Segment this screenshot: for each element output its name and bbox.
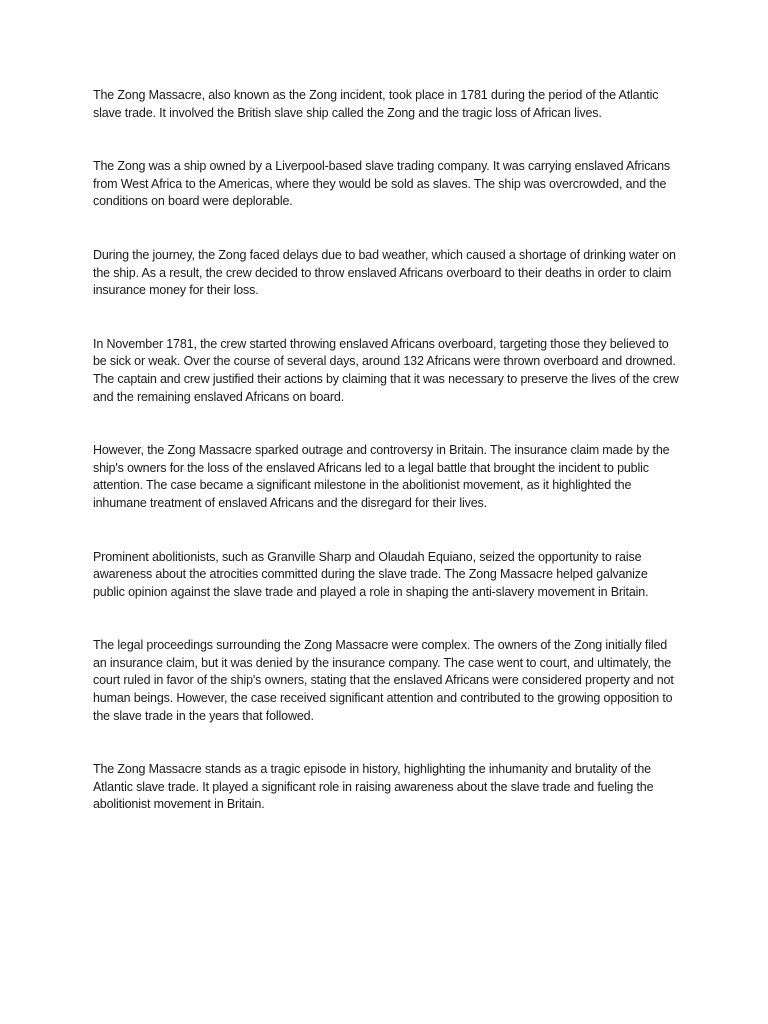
paragraph-ship: The Zong was a ship owned by a Liverpool-based slave trading company. It was carrying enslaved Africans from West Africa to the Americas, where they would be sold as slaves. The ship was overcrowded, and the conditions on board were deplorable. [93, 159, 670, 209]
paragraph-outrage: However, the Zong Massacre sparked outrage and controversy in Britain. The insurance claim made by the ship's owners for the loss of the enslaved Africans led to a legal battle that brought the incident to public attention. The case became a significant milestone in the abolitionist movement, as it highlighted the inhumane treatment of enslaved Africans and the disregard for their lives. [93, 443, 670, 510]
document-body [93, 87, 681, 850]
paragraph-journey: During the journey, the Zong faced delays due to bad weather, which caused a shortage of drinking water on the ship. As a result, the crew decided to throw enslaved Africans overboard to their deaths in order to claim insurance money for their loss. [93, 247, 676, 298]
paragraph-conclusion: The Zong Massacre stands as a tragic episode in history, highlighting the inhumanity and brutality of the Atlantic slave trade. It played a significant role in raising awareness about the slave trade and fueling the abolitionist movement in Britain. [93, 762, 654, 812]
paragraph-legal: The legal proceedings surrounding the Zong Massacre were complex. The owners of the Zong initially filed an insurance claim, but it was denied by the insurance company. The case went to court, and ultimately, the court ruled in favor of the ship's owners, stating that the enslaved Africans were considered property and not human beings. However, the case received significant attention and contributed to the growing opposition to the slave trade in the years that followed. [93, 638, 674, 723]
paragraph-intro: The Zong Massacre, also known as the Zong incident, took place in 1781 during the period of the Atlantic slave trade. It involved the British slave ship called the Zong and the tragic loss of African lives. [93, 88, 659, 120]
paragraph-abolitionists: Prominent abolitionists, such as Granville Sharp and Olaudah Equiano, seized the opportunity to raise awareness about the atrocities committed during the slave trade. The Zong Massacre helped galvanize public opinion against the slave trade and played a role in shaping the anti-slavery movement in Britain. [93, 549, 649, 599]
paragraph-massacre: In November 1781, the crew started throwing enslaved Africans overboard, targeting those they believed to be sick or weak. Over the course of several days, around 132 Africans were thrown overboard and drowned. The captain and crew justified their actions by claiming that it was necessary to preserve the lives of the crew and the remaining enslaved Africans on board. [93, 336, 679, 404]
